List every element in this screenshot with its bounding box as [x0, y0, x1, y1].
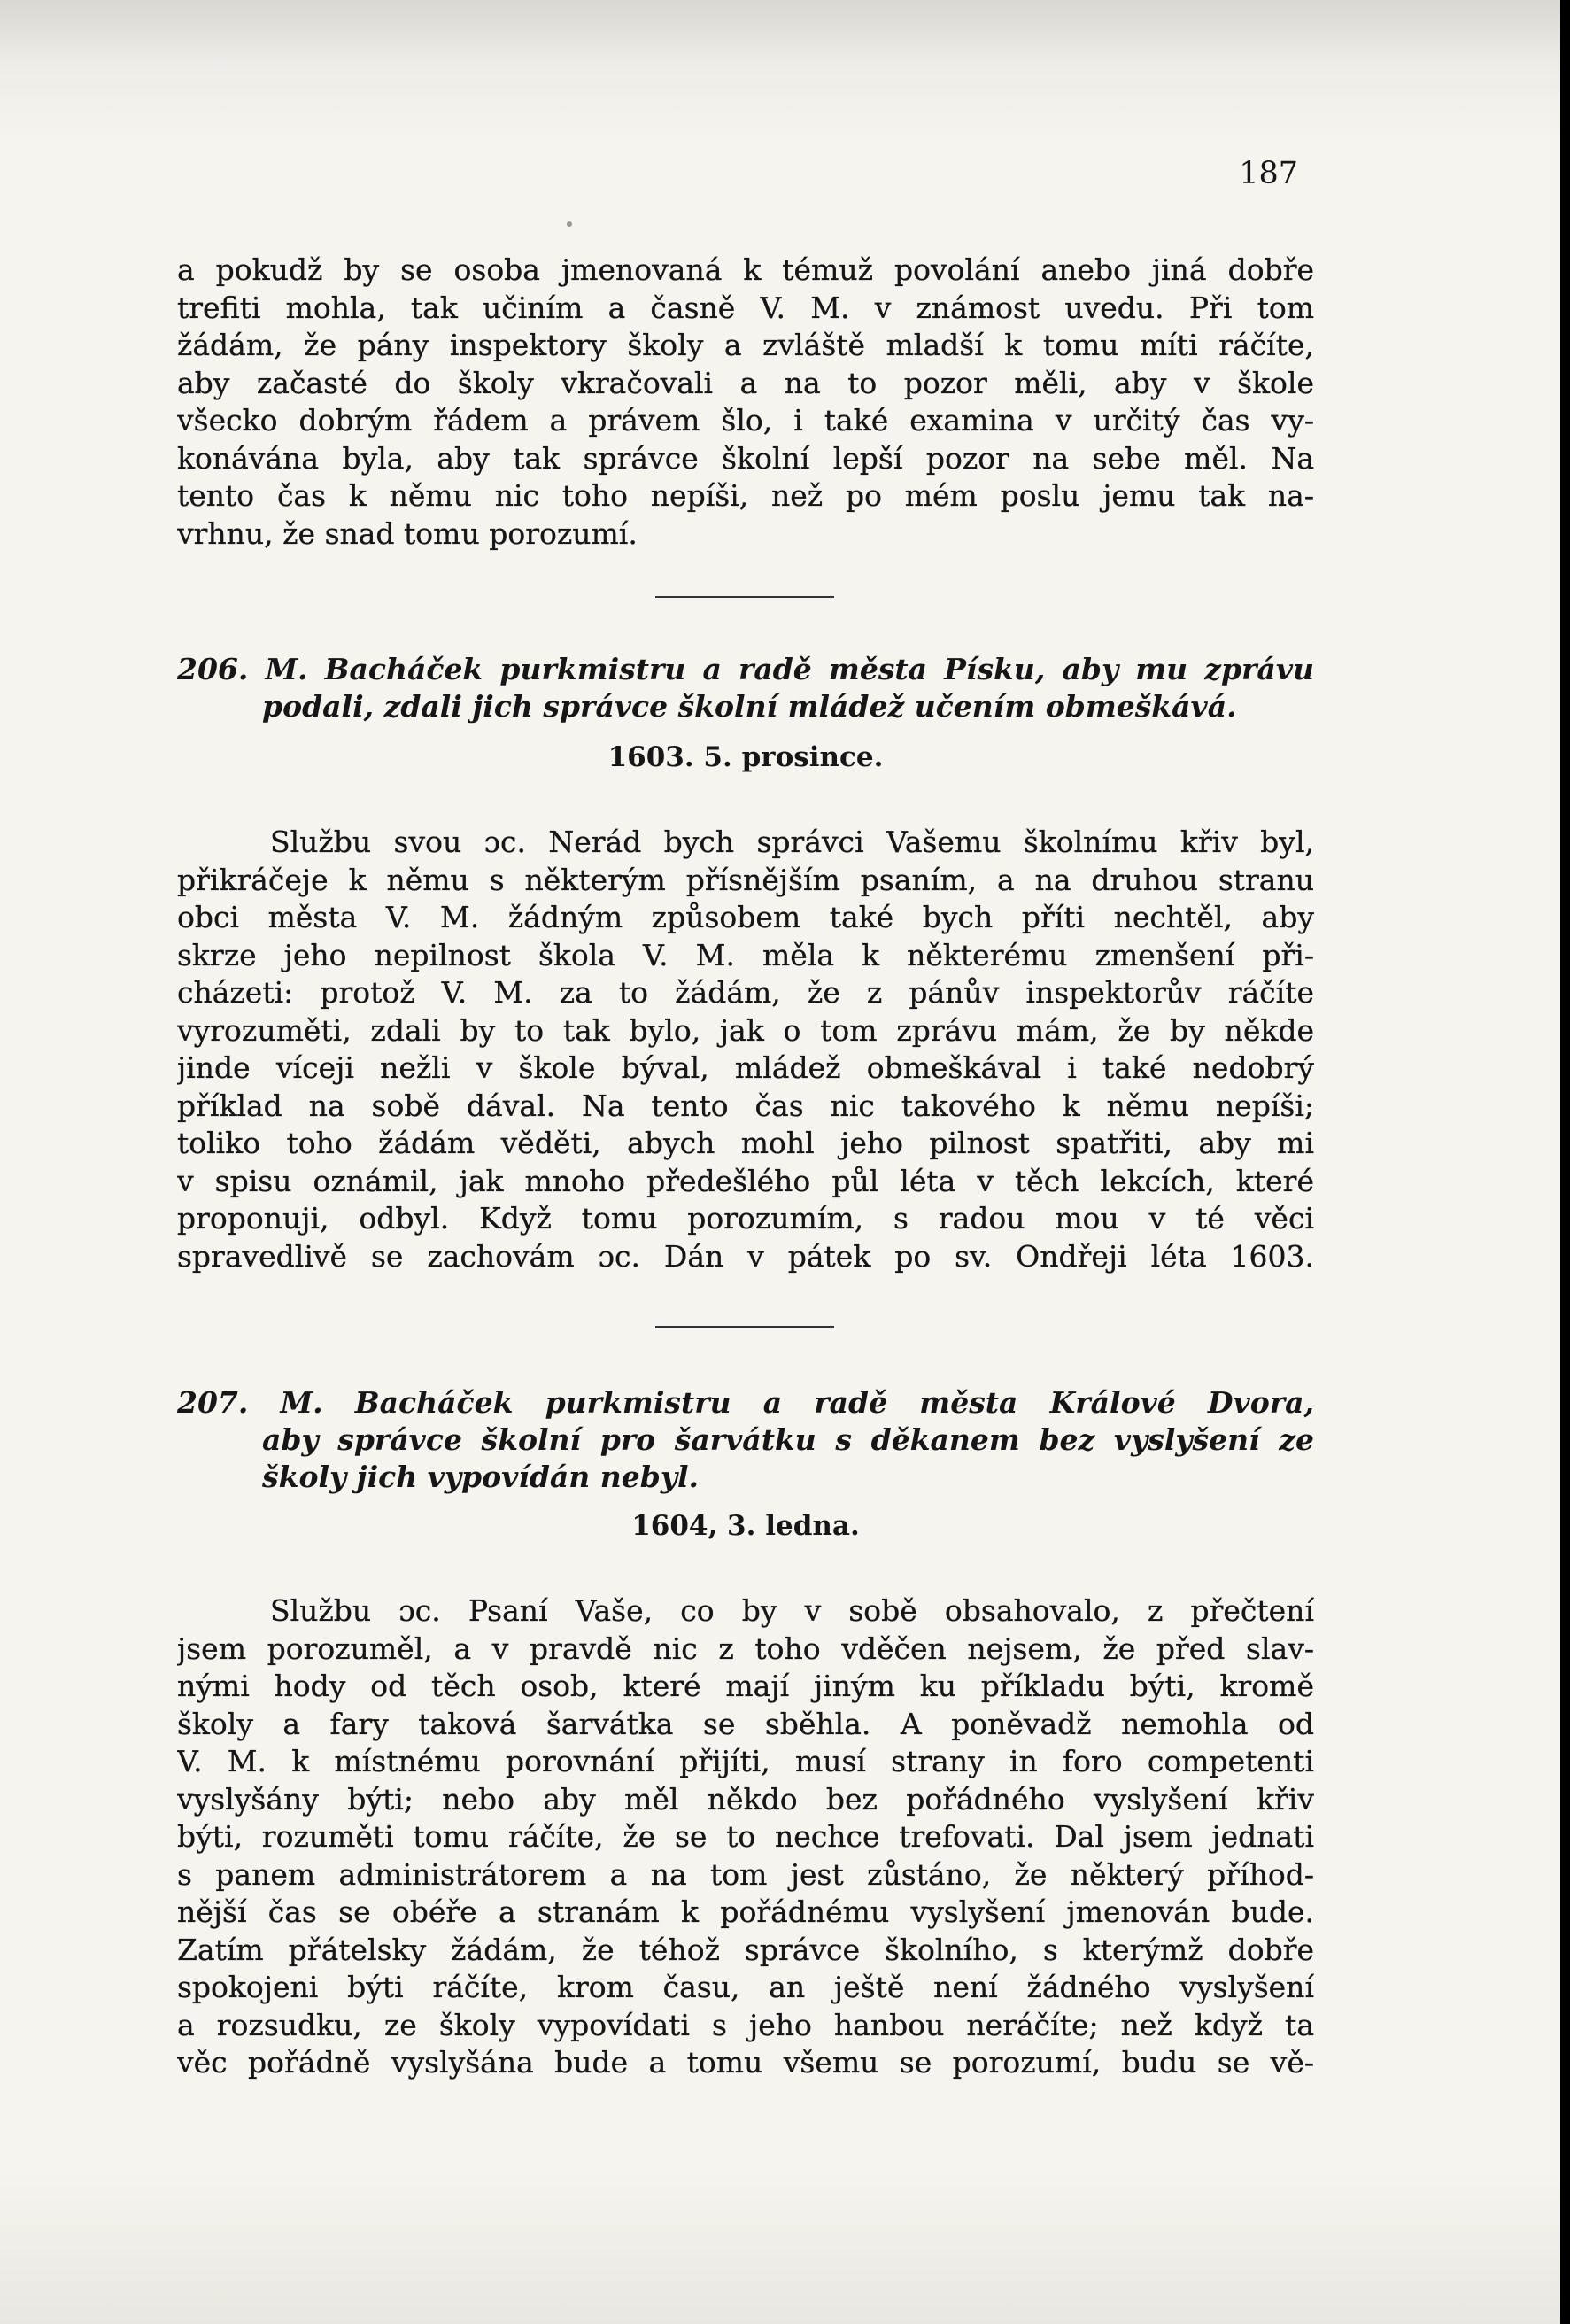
text-line: příklad na sobě dával. Na tento čas nic takového k němu nepíši; [177, 1088, 1314, 1123]
text-line: býti, rozuměti tomu ráčíte, že se to nechce trefovati. Dal jsem jednati [177, 1819, 1314, 1854]
text-line: proponuji, odbyl. Když tomu porozumím, s radou mou v té věci [177, 1201, 1314, 1236]
entry-number: 207. [177, 1385, 249, 1420]
text-line: obci města V. M. žádným způsobem také bych příti nechtěl, aby [177, 900, 1314, 934]
entry-title-line: aby správce školní pro šarvátku s děkanem bez vyslyšení ze [262, 1422, 1314, 1457]
text-line: V. M. k místnému porovnání přijíti, musí strany in foro competenti [177, 1744, 1314, 1778]
entry-number: 206. [177, 652, 249, 686]
entry-207-body [177, 1592, 1314, 2082]
section-divider [655, 596, 834, 598]
text-line: školy a fary taková šarvátka se sběhla. A poněvadž nemohla od [177, 1706, 1314, 1741]
text-line: toliko toho žádám věděti, abych mohl jeho pilnost spatřiti, aby mi [177, 1126, 1314, 1160]
text-line: jsem porozuměl, a v pravdě nic z toho vděčen nejsem, že před slav- [177, 1631, 1314, 1666]
text-line: všecko dobrým řádem a právem šlo, i také examina v určitý čas vy- [177, 403, 1314, 438]
section-divider [655, 1326, 834, 1328]
text-line: Službu svou ɔc. Nerád bych správci Vašemu školnímu křiv byl, [270, 825, 1314, 859]
text-line: vyrozuměti, zdali by to tak bylo, jak o tom zprávu mám, že by někde [177, 1012, 1314, 1048]
text-line: s panem administrátorem a na tom jest zůstáno, že některý příhod- [177, 1856, 1314, 1892]
entry-title-line [177, 651, 1314, 688]
text-line: a rozsudku, ze školy vypovídati s jeho hanbou neráčíte; než když ta [177, 2007, 1314, 2042]
text-line: cházeti: protož V. M. za to žádám, že z pánův inspektorův ráčíte [177, 975, 1314, 1010]
entry-title-line: podali, zdali jich správce školní mládež učením obmeškává. [262, 689, 1237, 724]
entry-206-date: 1603. 5. prosince. [607, 741, 884, 773]
page-number: 187 [1239, 156, 1298, 191]
text-line: konávána byla, aby tak správce školní lepší pozor na sebe měl. Na [177, 440, 1314, 476]
text-line: nými hody od těch osob, které mají jiným ku příkladu býti, kromě [177, 1669, 1314, 1703]
entry-title-text: M. Bacháček purkmistru a radě města Písku, aby mu zprávu [265, 652, 1314, 686]
entry-206-heading [177, 651, 1314, 725]
print-speck [567, 221, 572, 227]
text-line: žádám, že pány inspektory školy a zvláště mladší k tomu míti ráčíte, [177, 328, 1314, 362]
text-line: v spisu oznámil, jak mnoho předešlého půl léta v těch lekcích, které [177, 1163, 1314, 1198]
entry-title-line: školy jich vypovídán nebyl. [262, 1460, 700, 1494]
text-line: spravedlivě se zachovám ɔc. Dán v pátek po sv. Ondřeji léta 1603. [177, 1238, 1314, 1274]
text-line: vyslyšány býti; nebo aby měl někdo bez pořádného vyslyšení křiv [177, 1781, 1314, 1817]
text-line: skrze jeho nepilnost škola V. M. měla k některému zmenšení při- [177, 937, 1314, 972]
text-line: a pokudž by se osoba jmenovaná k témuž povolání anebo jiná dobře [177, 252, 1314, 287]
text-line: nější čas se obéře a stranám k pořádnému vyslyšení jmenován bude. [177, 1894, 1314, 1929]
opening-paragraph [177, 252, 1314, 553]
text-line: Zatím přátelsky žádám, že téhož správce školního, s kterýmž dobře [177, 1932, 1314, 1967]
entry-206-body [177, 824, 1314, 1275]
text-line: jinde víceji nežli v škole býval, mládež obmeškával i také nedobrý [177, 1050, 1314, 1085]
scan-edge [1560, 0, 1570, 2324]
entry-title-text: M. Bacháček purkmistru a radě města Králové Dvora, [280, 1385, 1314, 1420]
text-line: Službu ɔc. Psaní Vaše, co by v sobě obsahovalo, z přečtení [270, 1593, 1314, 1628]
text-line: trefiti mohla, tak učiním a časně V. M. v známost uvedu. Při tom [177, 290, 1314, 325]
entry-207-date: 1604, 3. ledna. [631, 1510, 860, 1542]
text-line: spokojeni býti ráčíte, krom času, an ještě není žádného vyslyšení [177, 1970, 1314, 2004]
text-line: věc pořádně vyslyšána bude a tomu všemu se porozumí, budu se vě- [177, 2045, 1314, 2080]
entry-title-line [177, 1384, 1314, 1422]
text-line: přikráčeje k němu s některým přísnějším psaním, a na druhou stranu [177, 862, 1314, 897]
text-line: aby začasté do školy vkračovali a na to pozor měli, aby v škole [177, 365, 1314, 400]
entry-207-heading [177, 1384, 1314, 1496]
text-line: tento čas k němu nic toho nepíši, než po mém poslu jemu tak na- [177, 478, 1314, 513]
text-line: vrhnu, že snad tomu porozumí. [177, 515, 638, 551]
